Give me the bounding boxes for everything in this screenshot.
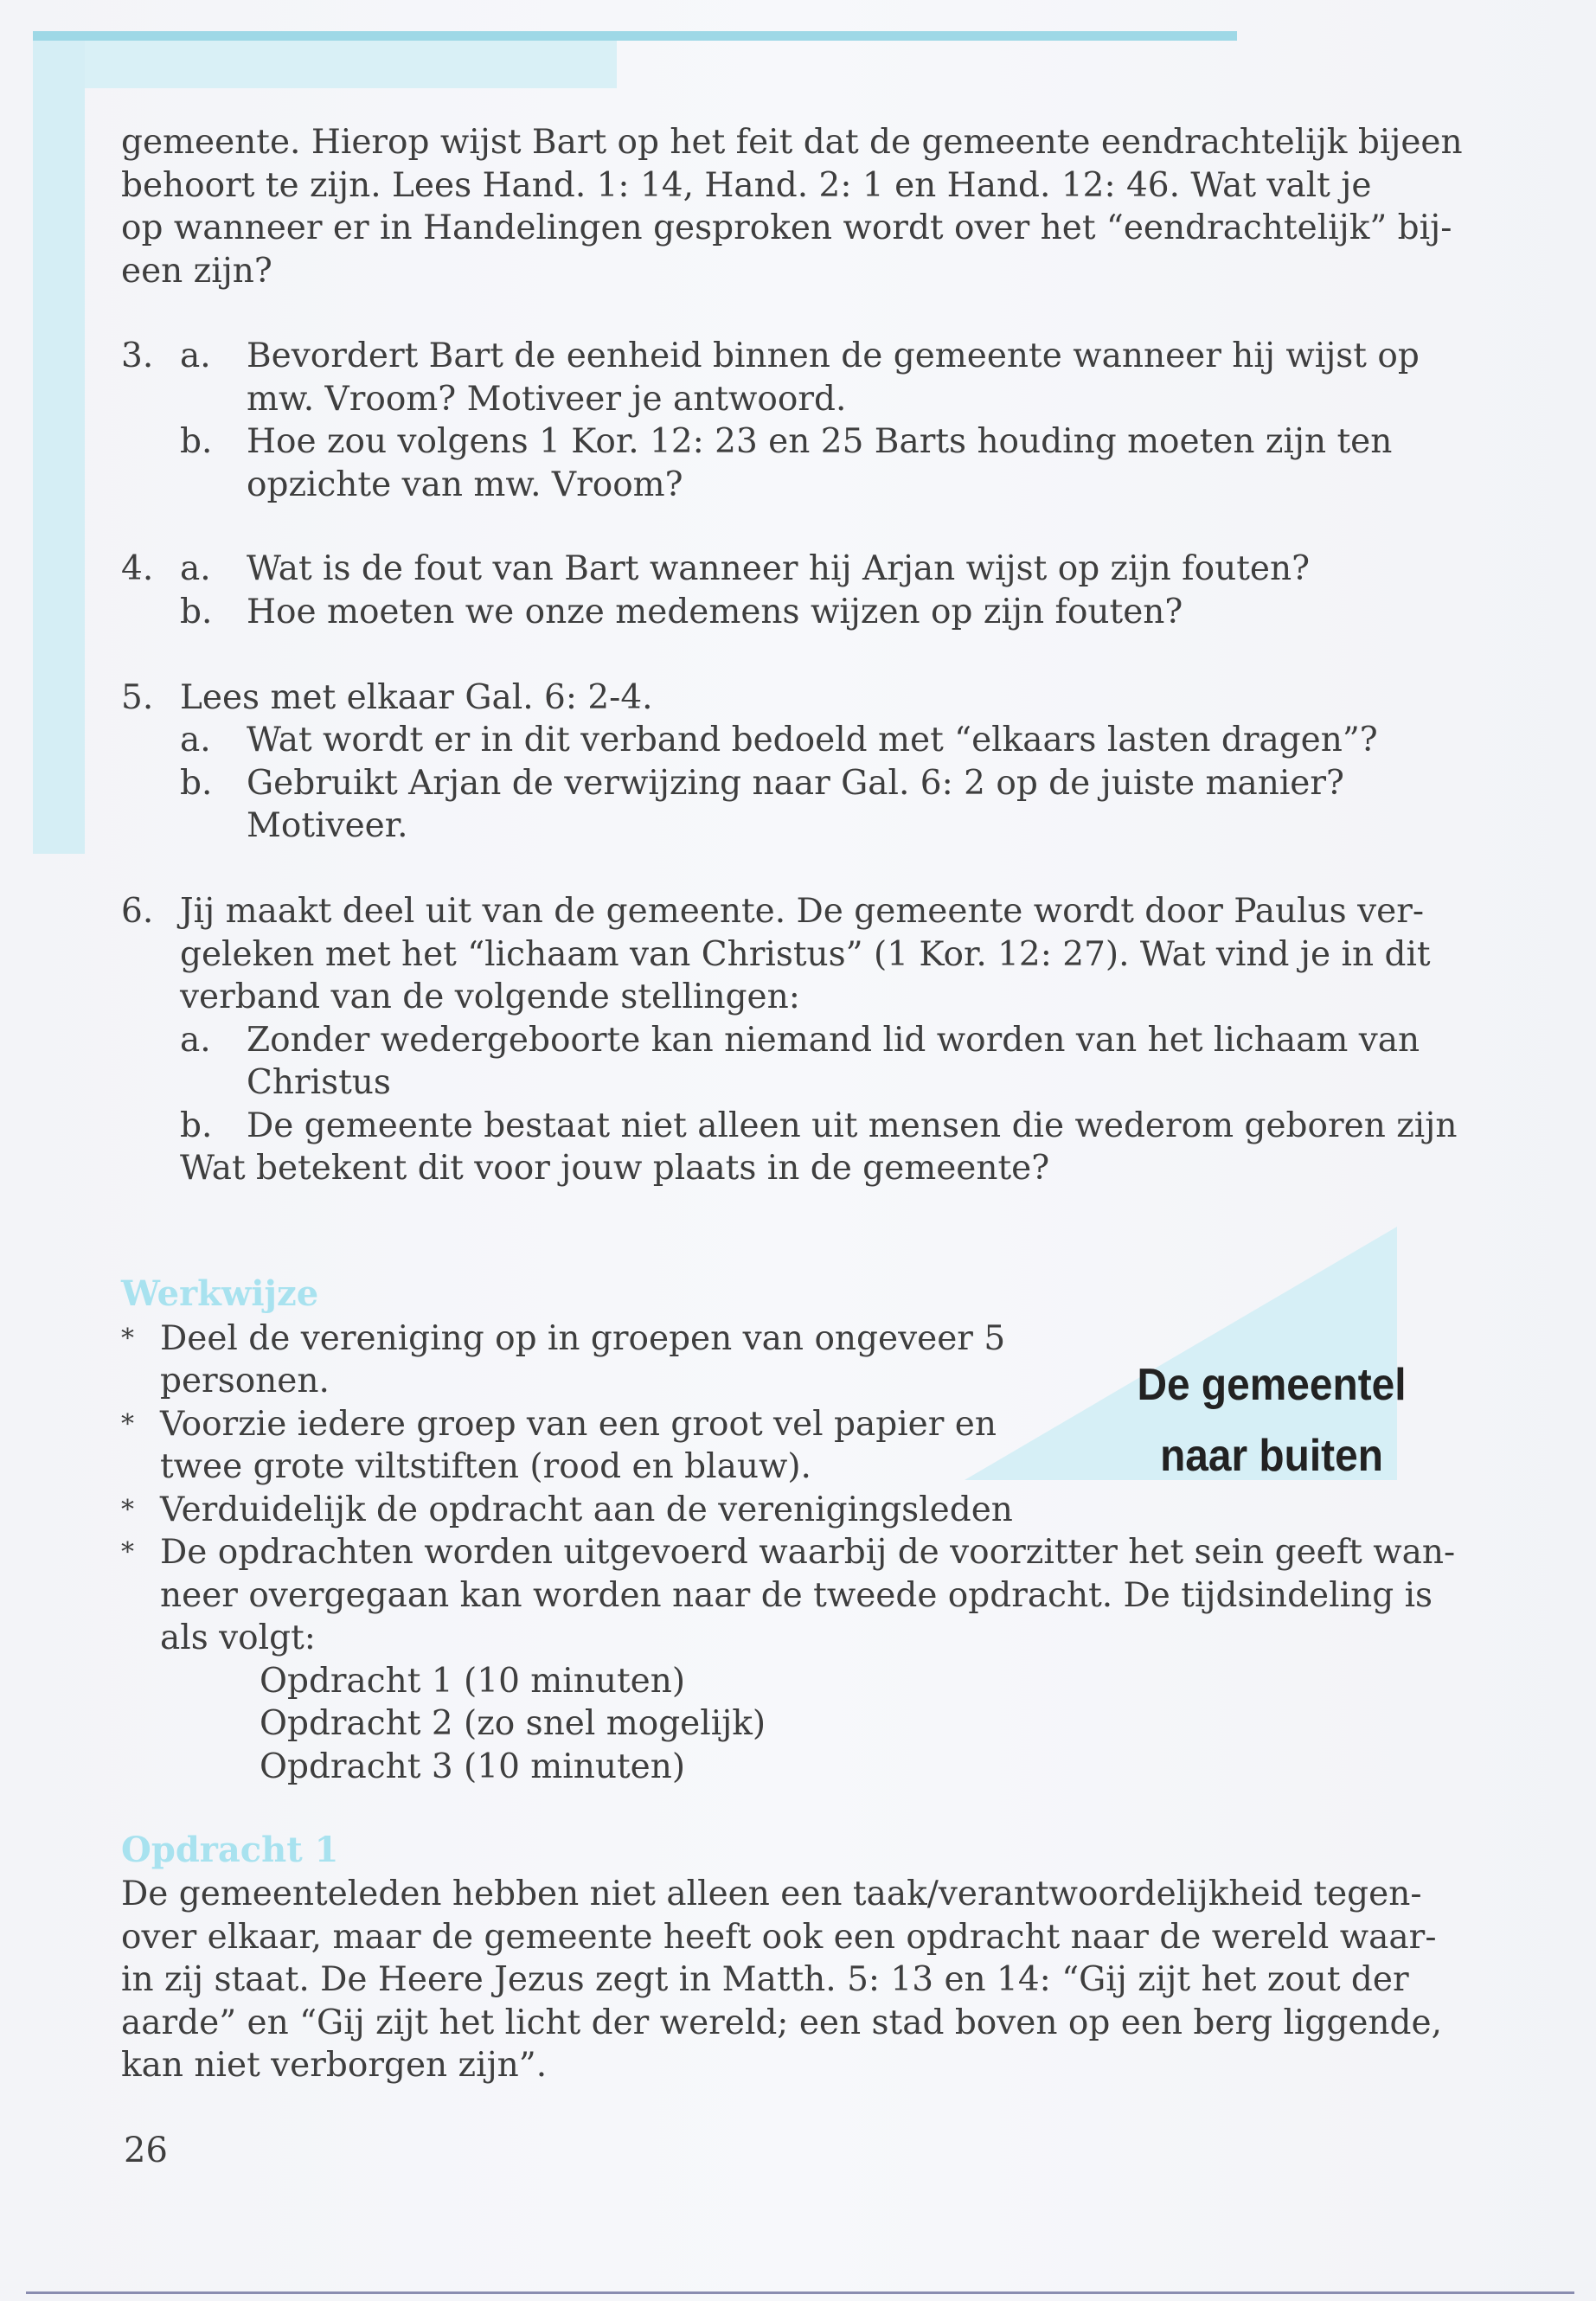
- question-text: opzichte van mw. Vroom?: [247, 465, 683, 504]
- question-text: Bevordert Bart de eenheid binnen de gemeente wanneer hij wijst op: [247, 336, 1420, 375]
- bullet-marker: *: [121, 1495, 134, 1525]
- intro-paragraph: [121, 121, 1463, 292]
- paragraph-line: over elkaar, maar de gemeente heeft ook een opdracht naar de wereld waar-: [121, 1917, 1437, 1957]
- list-item: Voorzie iedere groep van een groot vel papier en: [160, 1405, 997, 1444]
- intro-line: gemeente. Hierop wijst Bart op het feit dat de gemeente eendrachtelijk bijeen: [121, 123, 1463, 162]
- sub-label: a.: [180, 721, 211, 760]
- list-item: als volgt:: [160, 1618, 316, 1657]
- question-text: Hoe zou volgens 1 Kor. 12: 23 en 25 Barts houding moeten zijn ten: [247, 422, 1393, 461]
- sub-label: b.: [180, 1106, 213, 1145]
- paragraph-line: kan niet verborgen zijn”.: [121, 2046, 548, 2085]
- bottom-rule: [26, 2291, 1574, 2294]
- list-item: twee grote viltstiften (rood en blauw).: [160, 1447, 811, 1486]
- question-text: Motiveer.: [247, 806, 408, 845]
- opdracht1-heading: Opdracht 1: [121, 1830, 339, 1870]
- intro-line: behoort te zijn. Lees Hand. 1: 14, Hand. 2: 1 en Hand. 12: 46. Wat valt je: [121, 165, 1372, 205]
- question-number: 6.: [121, 892, 154, 931]
- side-accent-band: [33, 41, 85, 854]
- page-number: 26: [124, 2131, 168, 2170]
- question-number: 3.: [121, 336, 154, 375]
- schedule-item: Opdracht 2 (zo snel mogelijk): [260, 1704, 766, 1743]
- list-item: Deel de vereniging op in groepen van ongeveer 5: [160, 1319, 1006, 1358]
- schedule-item: Opdracht 1 (10 minuten): [260, 1662, 686, 1701]
- question-text: Wat wordt er in dit verband bedoeld met “elkaars lasten dragen”?: [247, 721, 1378, 760]
- section-title-line: naar buiten: [1160, 1431, 1383, 1481]
- sub-label: a.: [180, 336, 211, 375]
- sub-label: b.: [180, 764, 213, 803]
- question-text: Hoe moeten we onze medemens wijzen op zijn fouten?: [247, 593, 1183, 631]
- question-text: geleken met het “lichaam van Christus” (1 Kor. 12: 27). Wat vind je in dit: [180, 935, 1431, 974]
- section-title-line: De gemeentel: [1137, 1360, 1407, 1410]
- question-text: Wat betekent dit voor jouw plaats in de gemeente?: [180, 1149, 1050, 1188]
- intro-line: op wanneer er in Handelingen gesproken wordt over het “eendrachtelijk” bij-: [121, 208, 1452, 247]
- question-number: 5.: [121, 678, 154, 717]
- schedule-item: Opdracht 3 (10 minuten): [260, 1747, 686, 1786]
- question-text: Lees met elkaar Gal. 6: 2-4.: [180, 678, 653, 717]
- question-text: Christus: [247, 1063, 391, 1102]
- paragraph-line: in zij staat. De Heere Jezus zegt in Matth. 5: 13 en 14: “Gij zijt het zout der: [121, 1960, 1409, 1999]
- bullet-marker: *: [121, 1409, 134, 1439]
- list-item: Verduidelijk de opdracht aan de verenigingsleden: [160, 1490, 1013, 1529]
- paragraph-line: aarde” en “Gij zijt het licht der wereld; een stad boven op een berg liggende,: [121, 2003, 1442, 2042]
- top-accent-rule: [33, 31, 1237, 41]
- question-number: 4.: [121, 549, 154, 588]
- list-item: neer overgegaan kan worden naar de tweede opdracht. De tijdsindeling is: [160, 1576, 1433, 1615]
- question-text: Jij maakt deel uit van de gemeente. De gemeente wordt door Paulus ver-: [180, 892, 1425, 931]
- question-text: mw. Vroom? Motiveer je antwoord.: [247, 380, 847, 419]
- list-item: personen.: [160, 1362, 330, 1400]
- opdracht1-paragraph: [121, 1873, 1442, 2087]
- intro-line: een zijn?: [121, 251, 272, 291]
- question-text: De gemeente bestaat niet alleen uit mensen die wederom geboren zijn: [247, 1106, 1458, 1145]
- sub-label: a.: [180, 549, 211, 588]
- sub-label: b.: [180, 422, 213, 461]
- question-text: verband van de volgende stellingen:: [180, 977, 800, 1016]
- question-text: Wat is de fout van Bart wanneer hij Arjan wijst op zijn fouten?: [247, 549, 1310, 588]
- bullet-marker: *: [121, 1537, 134, 1567]
- section-title: [1120, 1349, 1423, 1491]
- bullet-marker: *: [121, 1324, 134, 1354]
- paragraph-line: De gemeenteleden hebben niet alleen een taak/verantwoordelijkheid tegen-: [121, 1875, 1422, 1913]
- question-text: Zonder wedergeboorte kan niemand lid worden van het lichaam van: [247, 1021, 1420, 1060]
- werkwijze-heading: Werkwijze: [121, 1273, 319, 1314]
- list-item: De opdrachten worden uitgevoerd waarbij de voorzitter het sein geeft wan-: [160, 1533, 1456, 1572]
- top-accent-band: [85, 41, 617, 88]
- sub-label: a.: [180, 1021, 211, 1060]
- question-text: Gebruikt Arjan de verwijzing naar Gal. 6: 2 op de juiste manier?: [247, 764, 1344, 803]
- sub-label: b.: [180, 593, 213, 631]
